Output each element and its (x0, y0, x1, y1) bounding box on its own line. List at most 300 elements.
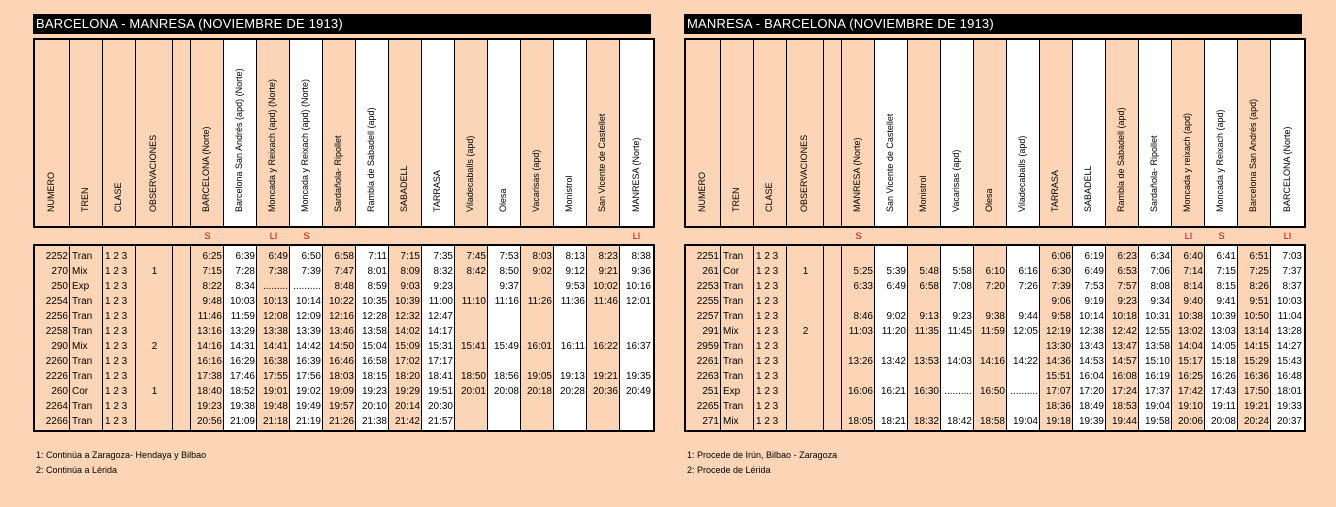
departure-time: 11:59 (980, 326, 1005, 337)
departure-time: 20:37 (1276, 416, 1302, 427)
train-type: Tran (723, 341, 744, 352)
column-header-label: TREN (80, 187, 90, 212)
departure-time: 19:18 (1045, 416, 1071, 427)
column-header-label: CLASE (113, 182, 123, 212)
departure-time: .......... (944, 386, 972, 397)
footnote: 2: Procede de Lérida (687, 465, 771, 475)
train-class: 1 2 3 (105, 296, 128, 307)
train-number: 2251 (696, 251, 719, 262)
departure-time: 9:36 (631, 266, 651, 277)
departure-time (941, 369, 974, 384)
departure-time: 19:48 (262, 401, 288, 412)
departure-time: 20:08 (493, 386, 519, 397)
departure-time: 17:02 (394, 356, 420, 367)
panel-title-bar (33, 14, 651, 34)
train-type: Tran (72, 251, 93, 262)
departure-time: 7:45 (466, 251, 486, 262)
departure-time (842, 294, 875, 309)
departure-time (908, 399, 941, 414)
train-number: 2264 (45, 401, 68, 412)
station-header (191, 40, 224, 226)
train-observation (787, 309, 824, 324)
train-class: 1 2 3 (105, 386, 128, 397)
train-type: Mix (723, 326, 739, 337)
departure-time: 16:04 (1078, 371, 1104, 382)
departure-time: 8:03 (532, 251, 552, 262)
departure-time: 6:23 (1117, 251, 1137, 262)
column-header (35, 40, 70, 226)
station-header (389, 40, 422, 226)
departure-time: 19:04 (1012, 416, 1038, 427)
departure-time (875, 399, 908, 414)
departure-time (488, 309, 521, 324)
station-header (908, 40, 941, 226)
train-number: 2253 (696, 281, 719, 292)
departure-time (1007, 369, 1040, 384)
departure-time: 20:10 (361, 401, 387, 412)
column-header (754, 40, 787, 226)
departure-time: 10:31 (1144, 311, 1170, 322)
train-class: 1 2 3 (756, 266, 779, 277)
departure-time: 18:21 (880, 416, 906, 427)
station-header (1040, 40, 1073, 226)
departure-time: 11:04 (1277, 311, 1302, 322)
departure-time: 9:41 (1216, 296, 1236, 307)
departure-time: 20:49 (625, 386, 651, 397)
departure-time: 8:34 (235, 281, 255, 292)
departure-time: 9:37 (499, 281, 519, 292)
departure-time: 14:27 (1276, 341, 1302, 352)
station-header (521, 40, 554, 226)
train-type: Cor (72, 386, 89, 397)
departure-time: 11:46 (593, 296, 618, 307)
train-class: 1 2 3 (105, 266, 128, 277)
departure-time: 5:39 (886, 266, 906, 277)
footnote: 1: Continúa a Zaragoza- Hendaya y Bilbao (36, 450, 207, 460)
train-type: Mix (72, 266, 88, 277)
departure-time: 7:11 (368, 251, 387, 262)
departure-time (842, 399, 875, 414)
train-type: Tran (72, 401, 93, 412)
departure-time (455, 414, 488, 429)
train-class: 1 2 3 (756, 326, 779, 337)
column-header-label: Sardañola- Ripollet (333, 135, 343, 212)
departure-time (842, 339, 875, 354)
column-header-label: BARCELONA (Norte) (1281, 126, 1292, 212)
column-header-label: Moncada y Reixach (apd) (Norte) (267, 78, 277, 212)
departure-time (620, 399, 653, 414)
train-class: 1 2 3 (105, 341, 128, 352)
departure-time: 11:10 (461, 296, 486, 307)
departure-time: 19:33 (1276, 401, 1302, 412)
footnotes (687, 448, 837, 478)
panel-title-bar (684, 14, 1302, 34)
train-class: 1 2 3 (756, 296, 779, 307)
train-number: 2261 (696, 356, 719, 367)
departure-time: 21:42 (394, 416, 420, 427)
train-observation (787, 414, 824, 429)
departure-time: 16:01 (526, 341, 552, 352)
departure-time: 7:39 (301, 266, 321, 277)
departure-time: 17:24 (1111, 386, 1137, 397)
departure-time (587, 399, 620, 414)
train-class: 1 2 3 (756, 281, 779, 292)
departure-time: 8:01 (367, 266, 387, 277)
departure-time: 16:25 (1177, 371, 1203, 382)
departure-time: 12:16 (328, 311, 354, 322)
station-mark: S (204, 231, 211, 241)
departure-time: 12:42 (1111, 326, 1137, 337)
departure-time: 19:23 (196, 401, 222, 412)
departure-time: 21:57 (427, 416, 453, 427)
column-header-label: San Vicente de Castellet (597, 113, 607, 212)
departure-time: 15:29 (1243, 356, 1269, 367)
departure-time (620, 309, 653, 324)
departure-time: 20:06 (1177, 416, 1203, 427)
departure-time: 15:17 (1177, 356, 1203, 367)
column-header-label: TARRASA (1050, 170, 1060, 212)
departure-time: 20:56 (196, 416, 222, 427)
departure-time: 13:38 (262, 326, 288, 337)
departure-time (620, 324, 653, 339)
train-number: 2260 (45, 356, 68, 367)
departure-time: 17:38 (196, 371, 222, 382)
departure-time: 12:19 (1045, 326, 1071, 337)
departure-time: 17:55 (262, 371, 288, 382)
train-observation (136, 369, 173, 384)
train-number: 2266 (45, 416, 68, 427)
departure-time (587, 414, 620, 429)
column-header (103, 40, 136, 226)
departure-time: 9:40 (1183, 296, 1203, 307)
departure-time: 6:49 (1084, 266, 1104, 277)
train-observation (136, 399, 173, 414)
departure-time: 20:28 (559, 386, 585, 397)
departure-time: 8:46 (853, 311, 873, 322)
departure-time: 8:09 (400, 266, 420, 277)
departure-time: 18:53 (1111, 401, 1137, 412)
departure-time: 7:14 (1183, 266, 1203, 277)
panel-title: MANRESA - BARCELONA (NOVIEMBRE DE 1913) (684, 14, 1302, 34)
column-header (787, 40, 824, 226)
station-header (1106, 40, 1139, 226)
station-header (257, 40, 290, 226)
departure-time: 10:39 (1210, 311, 1236, 322)
departure-time: 6:41 (1216, 251, 1236, 262)
train-observation: 2 (802, 326, 809, 337)
train-class: 1 2 3 (105, 326, 128, 337)
column-header (686, 40, 721, 226)
departure-time: 8:38 (631, 251, 651, 262)
departure-time: 8:50 (499, 266, 519, 277)
footnote: 2: Continúa a Lérida (36, 465, 118, 475)
departure-time (842, 369, 875, 384)
departure-time (908, 339, 941, 354)
departure-time: 18:42 (946, 416, 972, 427)
departure-time: 12:08 (262, 311, 288, 322)
departure-time: 14:02 (394, 326, 420, 337)
train-observation (136, 279, 173, 294)
departure-time: 20:08 (1210, 416, 1236, 427)
departure-time: 18:05 (847, 416, 873, 427)
departure-time: 10:03 (229, 296, 255, 307)
departure-time (1007, 294, 1040, 309)
train-number: 2256 (45, 311, 68, 322)
departure-time: 19:09 (328, 386, 354, 397)
departure-time: 20:30 (427, 401, 453, 412)
departure-time (521, 414, 554, 429)
departure-time: 7:28 (235, 266, 255, 277)
departure-time: 15:51 (1045, 371, 1071, 382)
departure-time: 12:05 (1012, 326, 1038, 337)
departure-time: 7:37 (1282, 266, 1302, 277)
departure-time: 16:21 (880, 386, 906, 397)
train-observation (787, 369, 824, 384)
departure-time: 12:38 (1078, 326, 1104, 337)
train-type: Tran (723, 281, 744, 292)
departure-time: 19:21 (1243, 401, 1269, 412)
departure-time: 10:13 (262, 296, 288, 307)
train-observation (787, 354, 824, 369)
departure-time: 12:28 (361, 311, 387, 322)
departure-time: 14:16 (979, 356, 1005, 367)
departure-time: 18:01 (1276, 386, 1302, 397)
train-number: 250 (51, 281, 68, 292)
station-header (455, 40, 488, 226)
departure-time: 20:36 (592, 386, 618, 397)
departure-time: 6:25 (202, 251, 222, 262)
departure-time: 5:48 (919, 266, 939, 277)
departure-time: 16:26 (1210, 371, 1236, 382)
station-header (620, 40, 653, 226)
departure-time: 7:08 (952, 281, 972, 292)
station-header (422, 40, 455, 226)
train-class: 1 2 3 (105, 356, 128, 367)
departure-time (488, 354, 521, 369)
train-class: 1 2 3 (756, 371, 779, 382)
departure-time: 11:36 (560, 296, 585, 307)
departure-time: 16:19 (1144, 371, 1170, 382)
column-header-label: Monistrol (564, 175, 574, 212)
departure-time: 8:23 (598, 251, 618, 262)
train-number: 2254 (45, 296, 68, 307)
departure-time: 9:12 (565, 266, 585, 277)
train-number: 290 (51, 341, 68, 352)
departure-time: 15:41 (460, 341, 486, 352)
train-class: 1 2 3 (105, 311, 128, 322)
train-type: Tran (723, 296, 744, 307)
station-marks-row (686, 231, 1308, 243)
departure-time: 9:19 (1084, 296, 1104, 307)
train-observation (136, 354, 173, 369)
departure-time: 21:38 (361, 416, 387, 427)
column-header-label: Olesa (984, 188, 994, 212)
departure-time (875, 369, 908, 384)
departure-time: 13:47 (1111, 341, 1137, 352)
column-header-label: Barcelona San Andrés (apd) (Norte) (234, 68, 244, 212)
departure-time: 6:53 (1117, 266, 1137, 277)
departure-time (587, 309, 620, 324)
departure-time: 16:36 (1243, 371, 1269, 382)
train-observation (787, 279, 824, 294)
column-header-label: Vacarisas (apd) (951, 149, 961, 212)
departure-time: 6:39 (235, 251, 255, 262)
departure-time (521, 309, 554, 324)
station-header (842, 40, 875, 226)
departure-time: 16:08 (1111, 371, 1137, 382)
departure-time: 7:03 (1282, 251, 1302, 262)
station-mark: LI (1283, 231, 1292, 241)
departure-time (941, 294, 974, 309)
departure-time (908, 369, 941, 384)
column-header-label: Olesa (498, 188, 508, 212)
departure-time: 10:18 (1111, 311, 1137, 322)
departure-time: 19:13 (559, 371, 585, 382)
departure-time: 6:33 (853, 281, 873, 292)
departure-time: 10:22 (328, 296, 354, 307)
departure-time: 11:03 (848, 326, 873, 337)
station-mark: S (1218, 231, 1225, 241)
departure-time (587, 324, 620, 339)
departure-time (521, 279, 554, 294)
train-number: 270 (51, 266, 68, 277)
departure-time: 16:16 (196, 356, 222, 367)
departure-time: 9:13 (919, 311, 939, 322)
train-observation (787, 294, 824, 309)
train-type: Tran (72, 356, 93, 367)
departure-time (521, 399, 554, 414)
departure-time: 9:02 (886, 311, 906, 322)
departure-time: 6:10 (985, 266, 1005, 277)
departure-time: 14:04 (1177, 341, 1203, 352)
train-type: Exp (72, 281, 90, 292)
departure-time: 9:53 (565, 281, 585, 292)
departure-time: 6:30 (1051, 266, 1071, 277)
departure-time: 9:58 (1051, 311, 1071, 322)
departure-time (554, 354, 587, 369)
departure-time: 14:36 (1045, 356, 1071, 367)
train-observation (136, 249, 173, 264)
departure-time: 6:06 (1051, 251, 1071, 262)
train-type: Exp (723, 386, 741, 397)
departure-time: 17:56 (295, 371, 321, 382)
train-class: 1 2 3 (105, 281, 128, 292)
departure-time: 14:41 (262, 341, 288, 352)
departure-time: 5:25 (853, 266, 873, 277)
train-observation: 1 (802, 266, 809, 277)
departure-time: 17:07 (1045, 386, 1071, 397)
departure-time (488, 399, 521, 414)
footnote: 1: Procede de Irún, Bilbao - Zaragoza (687, 450, 838, 460)
header-row (33, 38, 655, 228)
column-header-label: Monistrol (918, 175, 928, 212)
departure-time: 8:15 (1216, 281, 1236, 292)
station-header (488, 40, 521, 226)
train-number: 2257 (696, 311, 719, 322)
departure-time: 19:05 (526, 371, 552, 382)
header-row (684, 38, 1306, 228)
departure-time: 6:49 (886, 281, 906, 292)
departure-time: 20:14 (394, 401, 420, 412)
column-header-label: Moncada y Reixach (apd) (1215, 109, 1225, 212)
departure-time: 16:50 (979, 386, 1005, 397)
departure-time: 17:20 (1078, 386, 1104, 397)
departure-time (908, 249, 941, 264)
column-header-label: BARCELONA (Norte) (201, 126, 211, 212)
departure-time (875, 249, 908, 264)
departure-time: 11:20 (881, 326, 906, 337)
column-header (136, 40, 173, 226)
departure-time: 13:28 (1276, 326, 1302, 337)
departure-time: 8:42 (466, 266, 486, 277)
train-class: 1 2 3 (756, 356, 779, 367)
column-header-label: TREN (731, 187, 741, 212)
departure-time: 9:23 (952, 311, 972, 322)
station-header (323, 40, 356, 226)
train-number: 2258 (45, 326, 68, 337)
station-header (1007, 40, 1040, 226)
departure-time: 15:49 (493, 341, 519, 352)
departure-time: 14:17 (427, 326, 453, 337)
departure-time: 19:10 (1177, 401, 1203, 412)
departure-time: 17:37 (1144, 386, 1170, 397)
departure-time: 10:03 (1276, 296, 1302, 307)
departure-time: 13:39 (295, 326, 321, 337)
train-type: Tran (72, 296, 93, 307)
departure-time: 8:14 (1183, 281, 1203, 292)
column-header-label: Vacarisas (apd) (531, 149, 541, 212)
departure-time: 18:40 (196, 386, 222, 397)
departure-time: 6:40 (1183, 251, 1203, 262)
departure-time: 7:15 (1216, 266, 1236, 277)
column-header-label: SABADELL (1083, 165, 1093, 212)
departure-time: 16:58 (361, 356, 387, 367)
train-class: 1 2 3 (756, 311, 779, 322)
departure-time: 7:39 (1051, 281, 1071, 292)
departure-time: 15:09 (394, 341, 420, 352)
station-header (974, 40, 1007, 226)
train-number: 251 (702, 386, 719, 397)
departure-time: 9:23 (1117, 296, 1137, 307)
train-class: 1 2 3 (105, 416, 128, 427)
departure-time: 14:42 (295, 341, 321, 352)
departure-time: 11:59 (230, 311, 255, 322)
station-header (224, 40, 257, 226)
departure-time: 9:23 (433, 281, 453, 292)
train-number: 260 (51, 386, 68, 397)
departure-time: 17:42 (1177, 386, 1203, 397)
departure-time: 19:58 (1144, 416, 1170, 427)
column-header (721, 40, 754, 226)
departure-time: 6:19 (1084, 251, 1104, 262)
column-header-label: OBSERVACIONES (148, 134, 158, 212)
departure-time (974, 294, 1007, 309)
station-mark: S (303, 231, 310, 241)
departure-time: 21:18 (262, 416, 288, 427)
departure-time: 16:37 (625, 341, 651, 352)
train-class: 1 2 3 (756, 386, 779, 397)
departure-time: 9:03 (400, 281, 420, 292)
train-observation (787, 399, 824, 414)
departure-time: 15:43 (1276, 356, 1302, 367)
train-observation (136, 309, 173, 324)
departure-time (455, 399, 488, 414)
footnotes (36, 448, 206, 478)
departure-time: 7:15 (202, 266, 222, 277)
train-observation (136, 414, 173, 429)
departure-time: 17:50 (1243, 386, 1269, 397)
departure-time: 9:51 (1249, 296, 1269, 307)
